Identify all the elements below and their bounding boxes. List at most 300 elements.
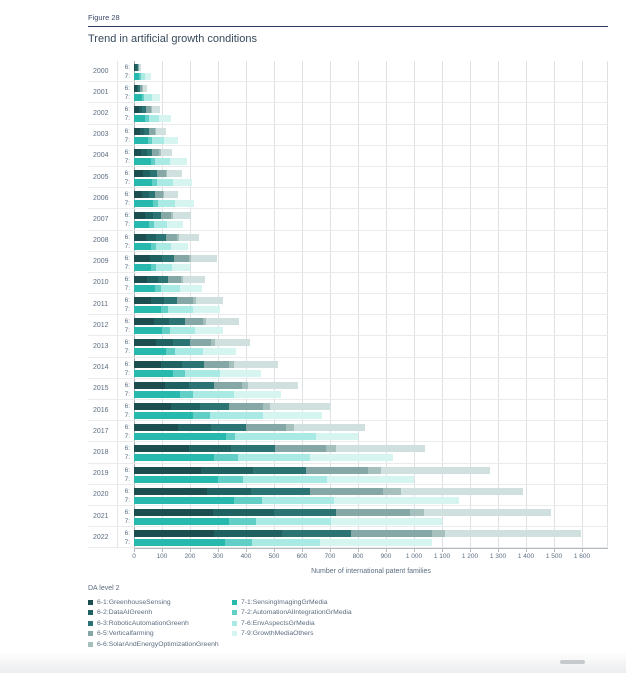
x-tick-mark <box>582 549 583 552</box>
bar-segment-6-3 <box>189 382 214 389</box>
x-tick-mark <box>246 549 247 552</box>
year-group <box>88 231 608 252</box>
year-label: 2021 <box>88 506 117 526</box>
bar-sublabel: 6: <box>118 191 134 198</box>
year-label: 2007 <box>88 209 117 229</box>
bar-segment-7-6 <box>149 115 159 122</box>
legend-swatch-icon <box>88 621 93 626</box>
x-tick-mark <box>470 549 471 552</box>
stacked-bar <box>134 94 160 101</box>
bar-segment-6-1 <box>134 424 178 431</box>
bar-row <box>118 106 608 113</box>
bar-segment-6-2 <box>150 255 162 262</box>
x-tick-label: 1 600 <box>574 553 590 560</box>
bar-segment-6-9 <box>161 149 172 156</box>
stacked-bar <box>134 509 551 516</box>
bar-segment-7-6 <box>175 348 204 355</box>
bar-segment-6-5 <box>351 530 432 537</box>
bar-row <box>118 158 608 165</box>
stacked-bar <box>134 179 192 186</box>
stacked-bar <box>134 255 217 262</box>
legend-label: 7-1:SensingImagingGrMedia <box>241 599 328 606</box>
x-tick-mark <box>358 549 359 552</box>
legend-swatch-icon <box>88 642 93 647</box>
bar-segment-7-1 <box>134 179 152 186</box>
bar-segment-6-3 <box>153 212 161 219</box>
bar-segment-6-5 <box>204 361 229 368</box>
stacked-bar <box>134 73 151 80</box>
bar-segment-7-9 <box>203 348 236 355</box>
bar-segment-6-2 <box>207 488 250 495</box>
bar-sublabel: 6: <box>118 403 134 410</box>
stacked-bar <box>134 467 490 474</box>
bar-segment-6-3 <box>200 403 229 410</box>
bar-segment-6-2 <box>171 403 200 410</box>
bar-row <box>118 115 608 122</box>
year-group <box>88 294 608 315</box>
bar-segment-7-6 <box>262 497 334 504</box>
bar-segment-6-5 <box>155 191 163 198</box>
legend-item <box>232 597 376 607</box>
legend <box>88 585 608 659</box>
x-tick-label: 1 000 <box>406 553 422 560</box>
stacked-bar <box>134 339 250 346</box>
x-tick-label: 0 <box>132 553 136 560</box>
bar-sublabel: 6: <box>118 255 134 262</box>
bar-rows <box>117 167 608 187</box>
bar-sublabel: 7: <box>118 433 134 440</box>
bar-row <box>118 382 608 389</box>
stacked-bar <box>134 285 202 292</box>
bar-segment-6-9 <box>156 128 166 135</box>
bar-segment-6-1 <box>134 170 143 177</box>
bar-segment-7-9 <box>334 497 459 504</box>
bar-sublabel: 6: <box>118 382 134 389</box>
bar-sublabel: 7: <box>118 137 134 144</box>
bar-segment-7-2 <box>193 412 210 419</box>
bar-segment-6-9 <box>248 382 298 389</box>
bar-segment-7-1 <box>134 412 193 419</box>
bar-segment-6-2 <box>178 424 211 431</box>
legend-swatch-icon <box>88 610 93 615</box>
bar-rows <box>117 315 608 335</box>
bar-segment-6-6 <box>410 509 425 516</box>
bar-segment-7-1 <box>134 264 151 271</box>
stacked-bar <box>134 297 223 304</box>
bar-segment-7-6 <box>158 200 175 207</box>
bar-segment-7-1 <box>134 327 162 334</box>
year-group <box>88 421 608 442</box>
bar-row <box>118 318 608 325</box>
bar-rows <box>117 527 608 547</box>
bar-rows <box>117 358 608 378</box>
legend-item <box>88 608 232 618</box>
bar-segment-7-9 <box>164 137 178 144</box>
bar-segment-6-1 <box>134 488 207 495</box>
bar-sublabel: 7: <box>118 158 134 165</box>
legend-item <box>88 597 232 607</box>
bar-sublabel: 7: <box>118 264 134 271</box>
bar-segment-6-5 <box>174 255 189 262</box>
bar-row <box>118 243 608 250</box>
x-tick-label: 600 <box>297 553 308 560</box>
bar-sublabel: 6: <box>118 212 134 219</box>
year-group <box>88 400 608 421</box>
legend-swatch-icon <box>232 610 237 615</box>
bar-segment-6-5 <box>168 276 180 283</box>
bar-rows <box>117 103 608 123</box>
bar-row <box>118 73 608 80</box>
bar-row <box>118 509 608 516</box>
legend-label: 7-2:AutomationAIIntegrationGrMedia <box>241 609 352 616</box>
year-label: 2002 <box>88 103 117 123</box>
legend-swatch-icon <box>232 631 237 636</box>
legend-item <box>88 618 232 628</box>
year-label: 2017 <box>88 421 117 441</box>
bar-segment-7-1 <box>134 137 148 144</box>
bar-row <box>118 264 608 271</box>
year-group <box>88 82 608 103</box>
bar-segment-7-6 <box>256 518 332 525</box>
legend-swatch-icon <box>232 600 237 605</box>
bar-segment-6-1 <box>134 212 145 219</box>
bar-segment-7-1 <box>134 285 155 292</box>
bar-segment-7-1 <box>134 497 234 504</box>
year-group <box>88 125 608 146</box>
bar-sublabel: 6: <box>118 85 134 92</box>
x-tick-label: 1 300 <box>490 553 506 560</box>
legend-swatch-icon <box>88 600 93 605</box>
stacked-bar <box>134 221 183 228</box>
stacked-bar <box>134 106 160 113</box>
stacked-bar <box>134 243 188 250</box>
bar-sublabel: 7: <box>118 285 134 292</box>
year-label: 2012 <box>88 315 117 335</box>
bar-segment-7-9 <box>167 221 183 228</box>
bar-rows <box>117 400 608 420</box>
bar-segment-6-3 <box>182 361 204 368</box>
stacked-bar <box>134 64 141 71</box>
bar-row <box>118 403 608 410</box>
year-group <box>88 252 608 273</box>
bar-segment-6-5 <box>310 488 383 495</box>
bar-segment-6-1 <box>134 297 151 304</box>
bar-segment-7-6 <box>144 94 151 101</box>
bar-row <box>118 361 608 368</box>
legend-title: DA level 2 <box>88 585 608 592</box>
x-axis-title: Number of international patent families <box>134 568 608 575</box>
stacked-bar <box>134 212 191 219</box>
legend-label: 6-2:DataAIGreenh <box>97 609 152 616</box>
bar-groups <box>88 61 608 548</box>
bar-segment-6-9 <box>143 85 147 92</box>
x-tick-mark <box>274 549 275 552</box>
bar-row <box>118 212 608 219</box>
bar-sublabel: 7: <box>118 306 134 313</box>
year-label: 2014 <box>88 358 117 378</box>
bar-row <box>118 467 608 474</box>
year-label: 2003 <box>88 125 117 145</box>
bar-rows <box>117 231 608 251</box>
bar-segment-6-9 <box>164 191 177 198</box>
x-tick-mark <box>414 549 415 552</box>
bar-rows <box>117 421 608 441</box>
bar-segment-6-1 <box>134 255 150 262</box>
year-group <box>88 506 608 527</box>
bar-sublabel: 7: <box>118 412 134 419</box>
bar-segment-7-9 <box>310 454 393 461</box>
bar-segment-6-3 <box>164 297 177 304</box>
bar-row <box>118 200 608 207</box>
year-group <box>88 527 608 548</box>
bar-segment-6-3 <box>211 424 246 431</box>
year-group <box>88 61 608 82</box>
bar-segment-7-6 <box>170 327 195 334</box>
stacked-bar <box>134 382 298 389</box>
stacked-bar <box>134 137 178 144</box>
stacked-bar <box>134 128 166 135</box>
stacked-bar <box>134 85 147 92</box>
bar-segment-6-1 <box>134 318 154 325</box>
year-label: 2020 <box>88 485 117 505</box>
bar-segment-6-5 <box>166 234 177 241</box>
bar-segment-7-9 <box>320 539 432 546</box>
bar-row <box>118 327 608 334</box>
bar-segment-6-3 <box>251 488 310 495</box>
year-label: 2019 <box>88 464 117 484</box>
bar-sublabel: 7: <box>118 73 134 80</box>
bar-segment-6-1 <box>134 339 156 346</box>
bar-segment-7-9 <box>263 412 322 419</box>
stacked-bar <box>134 433 358 440</box>
year-group <box>88 209 608 230</box>
bar-sublabel: 7: <box>118 327 134 334</box>
bar-sublabel: 6: <box>118 530 134 537</box>
bar-segment-6-1 <box>134 361 161 368</box>
bar-segment-7-9 <box>145 73 150 80</box>
bar-segment-7-2 <box>229 518 256 525</box>
bar-segment-6-5 <box>157 170 165 177</box>
figure-header <box>88 13 608 45</box>
year-group <box>88 167 608 188</box>
bar-segment-6-9 <box>206 318 238 325</box>
stacked-bar <box>134 276 205 283</box>
bar-segment-6-9 <box>139 64 141 71</box>
stacked-bar <box>134 115 171 122</box>
bar-segment-6-9 <box>234 361 278 368</box>
bar-segment-6-2 <box>143 170 150 177</box>
stacked-bar <box>134 264 190 271</box>
bar-sublabel: 7: <box>118 221 134 228</box>
bar-row <box>118 234 608 241</box>
bar-segment-7-6 <box>156 264 172 271</box>
year-group <box>88 379 608 400</box>
bar-segment-6-1 <box>134 509 213 516</box>
bar-segment-6-9 <box>173 212 191 219</box>
bar-sublabel: 6: <box>118 128 134 135</box>
bar-segment-6-5 <box>185 318 203 325</box>
bar-segment-7-9 <box>175 200 194 207</box>
bar-segment-7-6 <box>152 137 164 144</box>
bar-segment-6-6 <box>263 403 270 410</box>
plot-area <box>88 61 608 548</box>
bar-rows <box>117 209 608 229</box>
bar-row <box>118 64 608 71</box>
bar-row <box>118 276 608 283</box>
bar-segment-6-9 <box>336 445 424 452</box>
bar-segment-6-3 <box>274 509 337 516</box>
legend-swatch-icon <box>232 621 237 626</box>
x-tick-label: 400 <box>241 553 252 560</box>
bar-segment-7-6 <box>161 285 180 292</box>
bar-segment-6-9 <box>167 170 182 177</box>
bar-segment-6-6 <box>432 530 445 537</box>
legend-label: 6-3:RoboticAutomationGreenh <box>97 620 189 627</box>
bar-segment-7-6 <box>185 370 221 377</box>
year-group <box>88 485 608 506</box>
year-label: 2015 <box>88 379 117 399</box>
bar-rows <box>117 336 608 356</box>
year-label: 2005 <box>88 167 117 187</box>
bar-segment-6-9 <box>270 403 330 410</box>
bar-row <box>118 412 608 419</box>
bar-row <box>118 339 608 346</box>
bar-segment-7-9 <box>195 327 223 334</box>
x-tick-mark <box>218 549 219 552</box>
x-tick-label: 700 <box>325 553 336 560</box>
year-group <box>88 442 608 463</box>
bar-row <box>118 221 608 228</box>
bar-row <box>118 476 608 483</box>
bar-segment-7-9 <box>316 433 357 440</box>
year-label: 2022 <box>88 527 117 547</box>
bar-rows <box>117 379 608 399</box>
bar-rows <box>117 273 608 293</box>
stacked-bar <box>134 403 330 410</box>
bar-segment-7-9 <box>331 518 442 525</box>
bar-segment-7-1 <box>134 115 145 122</box>
bar-segment-6-2 <box>189 445 231 452</box>
bar-row <box>118 518 608 525</box>
bar-segment-7-1 <box>134 539 225 546</box>
stacked-bar <box>134 348 236 355</box>
bar-rows <box>117 82 608 102</box>
stacked-bar <box>134 391 281 398</box>
bar-segment-7-1 <box>134 306 161 313</box>
bar-segment-6-2 <box>165 382 189 389</box>
x-tick-label: 800 <box>353 553 364 560</box>
bar-sublabel: 7: <box>118 476 134 483</box>
year-group <box>88 358 608 379</box>
bar-sublabel: 7: <box>118 518 134 525</box>
bar-segment-7-6 <box>193 391 234 398</box>
stacked-bar <box>134 306 220 313</box>
bar-segment-6-1 <box>134 403 171 410</box>
bar-segment-6-3 <box>253 467 306 474</box>
bar-segment-7-6 <box>154 221 168 228</box>
bar-sublabel: 7: <box>118 115 134 122</box>
bar-segment-7-2 <box>218 476 243 483</box>
bar-segment-6-9 <box>179 234 199 241</box>
x-tick-mark <box>526 549 527 552</box>
bar-row <box>118 370 608 377</box>
bar-segment-6-2 <box>154 318 169 325</box>
bar-sublabel: 6: <box>118 64 134 71</box>
stacked-bar <box>134 497 459 504</box>
bar-segment-6-2 <box>146 234 156 241</box>
year-group <box>88 464 608 485</box>
bar-segment-6-1 <box>134 467 201 474</box>
header-rule <box>88 26 608 27</box>
bar-segment-7-6 <box>243 476 327 483</box>
bar-sublabel: 6: <box>118 106 134 113</box>
bar-segment-7-6 <box>238 454 311 461</box>
bar-segment-7-6 <box>210 412 263 419</box>
stacked-bar <box>134 476 414 483</box>
bar-segment-7-2 <box>162 327 170 334</box>
legend-label: 7-9:GrowthMediaOthers <box>241 630 314 637</box>
bar-segment-6-9 <box>183 276 205 283</box>
bar-segment-6-5 <box>336 509 409 516</box>
bar-segment-6-3 <box>156 234 166 241</box>
bar-row <box>118 539 608 546</box>
bar-sublabel: 6: <box>118 149 134 156</box>
page-title: Trend in artificial growth conditions <box>88 33 608 45</box>
bar-segment-7-2 <box>161 306 169 313</box>
bar-segment-7-1 <box>134 94 142 101</box>
figure-number-label: Figure 28 <box>88 13 608 22</box>
year-group <box>88 188 608 209</box>
bar-segment-6-2 <box>147 276 157 283</box>
bar-rows <box>117 464 608 484</box>
stacked-bar <box>134 518 442 525</box>
bar-segment-7-1 <box>134 221 149 228</box>
bar-segment-7-9 <box>152 94 160 101</box>
bar-segment-7-9 <box>180 285 202 292</box>
year-group <box>88 315 608 336</box>
x-tick-mark <box>498 549 499 552</box>
bar-sublabel: 7: <box>118 539 134 546</box>
bar-sublabel: 7: <box>118 391 134 398</box>
legend-label: 7-6:EnvAspectsGrMedia <box>241 620 315 627</box>
x-tick-mark <box>554 549 555 552</box>
bar-rows <box>117 188 608 208</box>
year-label: 2011 <box>88 294 117 314</box>
bar-sublabel: 6: <box>118 424 134 431</box>
bar-segment-6-5 <box>177 297 193 304</box>
bar-sublabel: 6: <box>118 361 134 368</box>
bar-segment-7-9 <box>234 391 281 398</box>
stacked-bar <box>134 539 432 546</box>
x-tick-mark <box>162 549 163 552</box>
bar-segment-6-5 <box>246 424 286 431</box>
bar-segment-6-6 <box>326 445 336 452</box>
horizontal-scrollbar[interactable] <box>560 660 585 664</box>
x-tick-label: 1 400 <box>518 553 534 560</box>
bar-segment-7-6 <box>155 158 170 165</box>
bar-segment-6-1 <box>134 530 214 537</box>
year-label: 2001 <box>88 82 117 102</box>
bar-sublabel: 6: <box>118 488 134 495</box>
stacked-bar <box>134 412 322 419</box>
bar-segment-6-5 <box>190 339 210 346</box>
bar-segment-6-5 <box>229 403 263 410</box>
year-label: 2008 <box>88 231 117 251</box>
bar-sublabel: 6: <box>118 170 134 177</box>
bar-segment-6-2 <box>151 297 164 304</box>
bar-row <box>118 170 608 177</box>
x-tick-label: 900 <box>381 553 392 560</box>
